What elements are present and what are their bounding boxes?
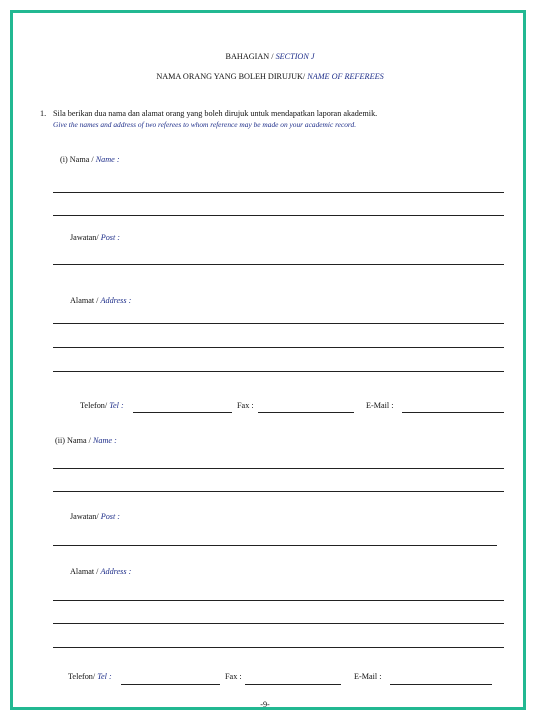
referee1-address-label-en: Address : (100, 296, 132, 305)
referee2-phone-line[interactable] (121, 684, 220, 685)
referee1-address-label-ms: Alamat / (70, 296, 101, 305)
referee2-address-line-1[interactable] (53, 600, 504, 601)
referee2-address-line-3[interactable] (53, 647, 504, 648)
referee2-address-label (70, 567, 131, 576)
referee2-name-line-1[interactable] (53, 468, 504, 469)
referee1-post-label (70, 233, 120, 242)
referee1-phone-label-en: Tel : (109, 401, 124, 410)
page-title-en: NAME OF REFEREES (307, 72, 384, 81)
referee1-phone-label-ms: Telefon/ (80, 401, 110, 410)
referee2-phone-label-ms: Telefon/ (68, 672, 98, 681)
referee1-name-label (60, 155, 120, 164)
referee2-post-label-ms: Jawatan/ (70, 512, 101, 521)
referee1-post-label-en: Post : (100, 233, 121, 242)
referee2-post-label (70, 512, 120, 521)
page-title-ms: NAMA ORANG YANG BOLEH DIRUJUK/ (156, 72, 308, 81)
referee1-email-line[interactable] (402, 412, 504, 413)
referee2-phone-label-en: Tel : (97, 672, 112, 681)
page-title (0, 72, 540, 81)
instruction-number: 1. (40, 109, 47, 118)
referee1-address-line-2[interactable] (53, 347, 504, 348)
referee2-post-label-en: Post : (100, 512, 121, 521)
referee1-address-label (70, 296, 131, 305)
instruction-text-en: Give the names and address of two referees to whom reference may be made on your academic record. (53, 120, 357, 129)
referee1-email-label: E-Mail : (366, 401, 394, 410)
referee1-phone-label (80, 401, 124, 410)
section-heading-en: SECTION J (275, 52, 315, 61)
referee1-fax-label: Fax : (237, 401, 254, 410)
referee1-phone-line[interactable] (133, 412, 232, 413)
referee2-fax-line[interactable] (245, 684, 341, 685)
referee1-address-line-3[interactable] (53, 371, 504, 372)
referee2-fax-label: Fax : (225, 672, 242, 681)
referee1-post-label-ms: Jawatan/ (70, 233, 101, 242)
referee2-email-label: E-Mail : (354, 672, 382, 681)
referee2-address-label-en: Address : (100, 567, 132, 576)
referee2-name-label-en: Name : (92, 436, 117, 445)
referee1-address-line-1[interactable] (53, 323, 504, 324)
referee2-email-line[interactable] (390, 684, 492, 685)
referee2-address-line-2[interactable] (53, 623, 504, 624)
section-heading-ms: BAHAGIAN / (225, 52, 276, 61)
referee2-phone-label (68, 672, 112, 681)
referee2-post-line[interactable] (53, 545, 497, 546)
instruction-text-ms: Sila berikan dua nama dan alamat orang yang boleh dirujuk untuk mendapatkan laporan akademik. (53, 109, 378, 118)
referee1-name-line-1[interactable] (53, 192, 504, 193)
page-number: -9- (260, 700, 270, 709)
referee1-name-label-ms: (i) Nama / (60, 155, 96, 164)
referee1-fax-line[interactable] (258, 412, 354, 413)
referee2-name-line-2[interactable] (53, 491, 504, 492)
referee1-name-line-2[interactable] (53, 215, 504, 216)
referee2-name-label (55, 436, 117, 445)
referee1-post-line[interactable] (53, 264, 504, 265)
referee2-address-label-ms: Alamat / (70, 567, 101, 576)
section-heading (0, 52, 540, 61)
referee2-name-label-ms: (ii) Nama / (55, 436, 93, 445)
referee1-name-label-en: Name : (95, 155, 120, 164)
